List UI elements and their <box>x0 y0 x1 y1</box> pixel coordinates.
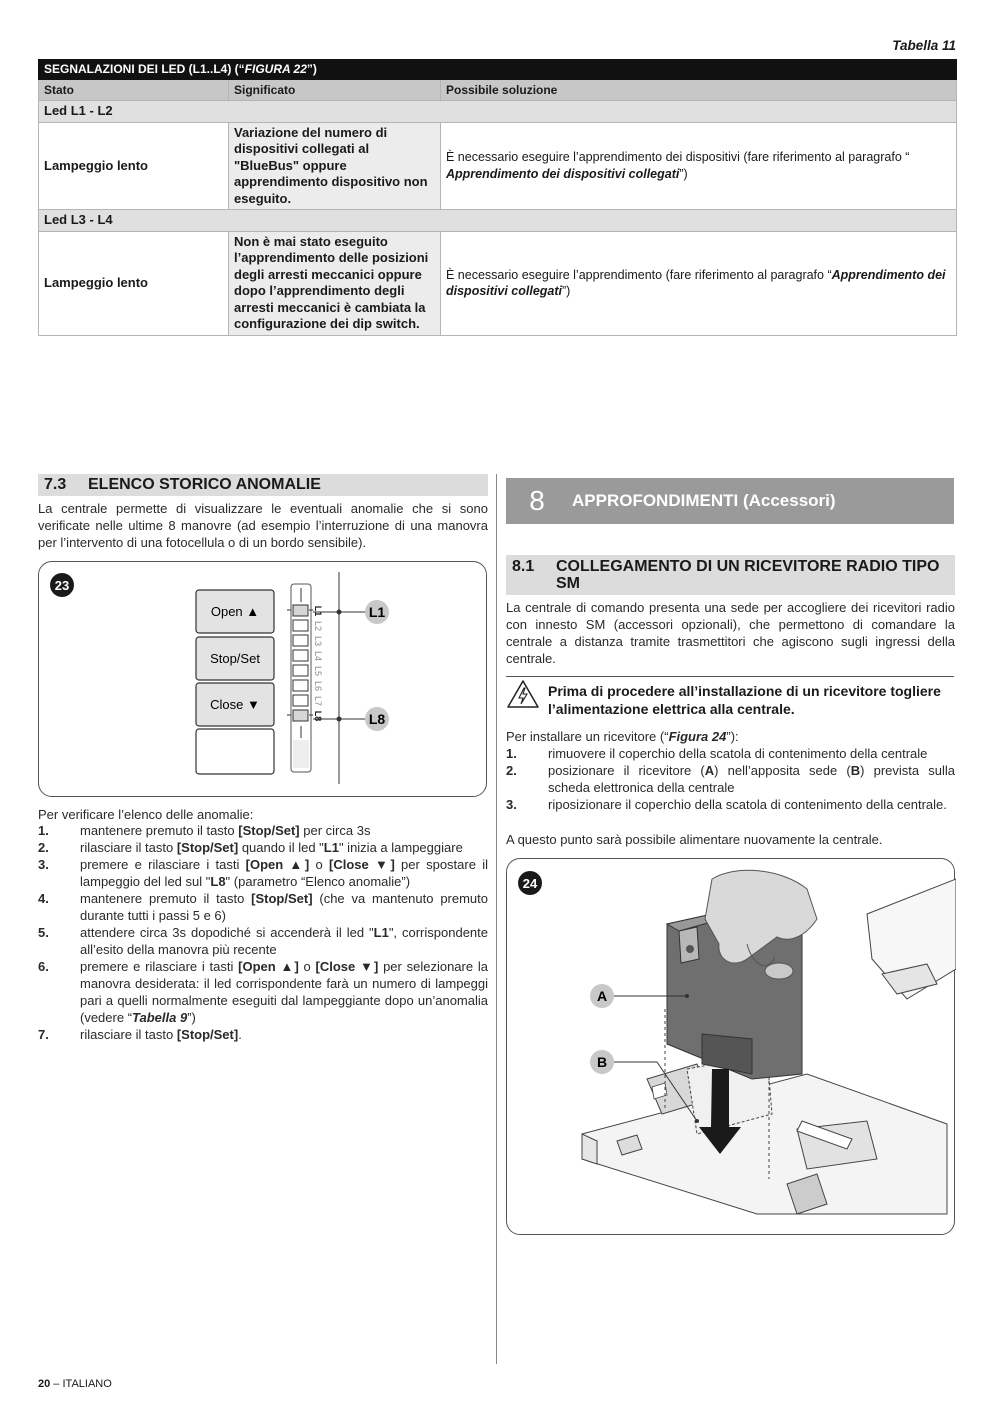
solution-cell: È necessario eseguire l’apprendimento (fare riferimento al paragrafo “Apprendimento dei dispositivi collegati”) <box>441 231 957 335</box>
page-footer <box>38 1378 112 1390</box>
led-indicator <box>293 650 308 661</box>
step-number: 7. <box>38 1027 49 1042</box>
blank-button-shape <box>196 729 274 774</box>
led-indicator <box>293 635 308 646</box>
figure-23 <box>38 561 487 797</box>
list-item: 5. attendere circa 3s dopodiché si accenderà il led "L1", corrispondente all’esito della manovra più recente <box>38 925 488 957</box>
section-heading-8-1 <box>506 555 955 595</box>
section-7-3-intro: La centrale permette di visualizzare le eventuali anomalie che si sono verificate nelle ultime 8 manovre (ad esempio l’interruzione di una manovra per l’intervento di una fotocellula o di un bordo sensibile). <box>38 501 488 550</box>
step-number: 6. <box>38 959 49 974</box>
list-item: 2. posizionare il ricevitore (A) nell’apposita sede (B) prevista sulla scheda elettronica della centrale <box>506 763 955 795</box>
list-item: 1. rimuovere il coperchio della scatola di contenimento della centrale <box>506 746 928 761</box>
closing-text: A questo punto sarà possibile alimentare nuovamente la centrale. <box>506 832 883 847</box>
section-8-1-intro: La centrale di comando presenta una sede per accogliere dei ricevitori radio con innesto SM (accessori opzionali), che permettono di comandare la centrale a distanza tramite trasmettitori che agiscono sugli ingressi della centrale. <box>506 600 955 666</box>
install-lead: Per installare un ricevitore (“Figura 24”): <box>506 729 739 744</box>
led-labels <box>313 606 323 722</box>
step-number: 3. <box>506 797 517 812</box>
control-panel-diagram <box>39 562 488 798</box>
led-label: L1 <box>313 605 323 617</box>
chapter-8-banner <box>506 478 954 524</box>
chapter-number: 8 <box>529 485 545 516</box>
led-label: L6 <box>313 680 323 692</box>
list-item: 1. mantenere premuto il tasto [Stop/Set] per circa 3s <box>38 823 371 838</box>
step-number: 4. <box>38 891 49 906</box>
label-b: B <box>596 1054 608 1070</box>
list-item: 4. mantenere premuto il tasto [Stop/Set] (che va mantenuto premuto durante tutti i passi 5 e 6) <box>38 891 489 923</box>
led-indicator <box>293 605 308 616</box>
section-number: 8.1 <box>512 558 535 575</box>
step-number: 2. <box>38 840 49 855</box>
group-label: Led L1 - L2 <box>39 101 957 123</box>
led-indicator <box>293 680 308 691</box>
led-label: L5 <box>313 665 323 677</box>
led-indicator <box>293 620 308 631</box>
close-button-label: Close ▼ <box>210 697 260 712</box>
column-header-solution: Possibile soluzione <box>441 79 957 101</box>
section-number: 7.3 <box>44 476 67 493</box>
meaning-cell: Variazione del numero di dispositivi collegati al "BlueBus" oppure apprendimento dispositivo non eseguito. <box>229 122 441 210</box>
step-number: 3. <box>38 857 49 872</box>
column-header-status: Stato <box>39 79 229 101</box>
figure-24 <box>506 858 955 1235</box>
status-cell: Lampeggio lento <box>39 122 229 210</box>
led-label: L8 <box>313 710 323 722</box>
table-title-row <box>39 60 957 80</box>
column-header-meaning: Significato <box>229 79 441 101</box>
led-indicator <box>293 710 308 721</box>
led-label: L2 <box>313 620 323 632</box>
solution-cell: È necessario eseguire l’apprendimento dei dispositivi (fare riferimento al paragrafo “ Apprendimento dei dispositivi collegati”) <box>441 122 957 210</box>
list-item: 3. riposizionare il coperchio della scatola di contenimento della centrale. <box>506 797 947 812</box>
table-title: SEGNALAZIONI DEI LED (L1..L4) (“FIGURA 22”) <box>39 60 957 80</box>
section-heading-7-3 <box>38 474 488 496</box>
meaning-cell: Non è mai stato eseguito l’apprendimento delle posizioni degli arresti meccanici oppure dopo l’apprendimento degli arresti meccanici è cambiata la configurazione dei dip switch. <box>229 231 441 335</box>
figure-number: 24 <box>518 871 542 895</box>
install-steps-list <box>506 745 955 813</box>
warning-text: Prima di procedere all’installazione di un ricevitore togliere l’alimentazione elettrica alla centrale. <box>548 683 941 717</box>
anomaly-steps-list <box>38 822 488 1043</box>
step-number: 2. <box>506 763 517 778</box>
section-title: ELENCO STORICO ANOMALIE <box>88 476 321 493</box>
page-number: 20 <box>38 1378 51 1390</box>
table-group-row <box>39 101 957 123</box>
electric-hazard-icon <box>506 679 540 709</box>
receiver-installation-illustration <box>507 859 956 1236</box>
list-item: 3. premere e rilasciare i tasti [Open ▲] o [Close ▼] per spostare il lampeggio del led sul "L8" (parametro “Elenco anomalie”) <box>38 857 488 889</box>
led-label: L7 <box>313 695 323 707</box>
list-item: 2. rilasciare il tasto [Stop/Set] quando il led "L1" inizia a lampeggiare <box>38 840 463 855</box>
column-divider <box>496 474 497 1364</box>
step-number: 5. <box>38 925 49 940</box>
table-row <box>39 122 957 210</box>
led-label: L3 <box>313 635 323 647</box>
list-item: 7. rilasciare il tasto [Stop/Set]. <box>38 1027 242 1042</box>
table-group-row <box>39 210 957 232</box>
panel-buttons <box>196 590 274 774</box>
group-label: Led L3 - L4 <box>39 210 957 232</box>
led-signals-table <box>38 59 957 336</box>
list-item: 6. premere e rilasciare i tasti [Open ▲] o [Close ▼] per selezionare la manovra desiderata: il led corrispondente farà un numero di lampeggi pari a quelli normalmente eseguiti dal lampeggiante dopo un’anomalia (vedere “Tabella 9”) <box>38 959 488 1025</box>
label-a: A <box>596 988 608 1004</box>
table-caption: Tabella 11 <box>892 38 956 53</box>
stop-set-button-label: Stop/Set <box>210 651 260 666</box>
open-button-label: Open ▲ <box>210 604 260 619</box>
callout-l1: L1 <box>368 604 386 620</box>
callout-l8: L8 <box>368 711 386 727</box>
chapter-title: APPROFONDIMENTI (Accessori) <box>572 491 836 510</box>
step-number: 1. <box>38 823 49 838</box>
table-row <box>39 231 957 335</box>
figure-number: 23 <box>50 573 74 597</box>
table-column-headers <box>39 79 957 101</box>
led-indicator <box>293 665 308 676</box>
step-number: 1. <box>506 746 517 761</box>
led-indicator <box>293 695 308 706</box>
steps-lead: Per verificare l’elenco delle anomalie: <box>38 807 254 822</box>
status-cell: Lampeggio lento <box>39 231 229 335</box>
section-title: COLLEGAMENTO DI UN RICEVITORE RADIO TIPO SM <box>556 558 940 592</box>
warning-note <box>506 676 954 717</box>
led-label: L4 <box>313 650 323 662</box>
footer-language: – ITALIANO <box>50 1378 112 1390</box>
